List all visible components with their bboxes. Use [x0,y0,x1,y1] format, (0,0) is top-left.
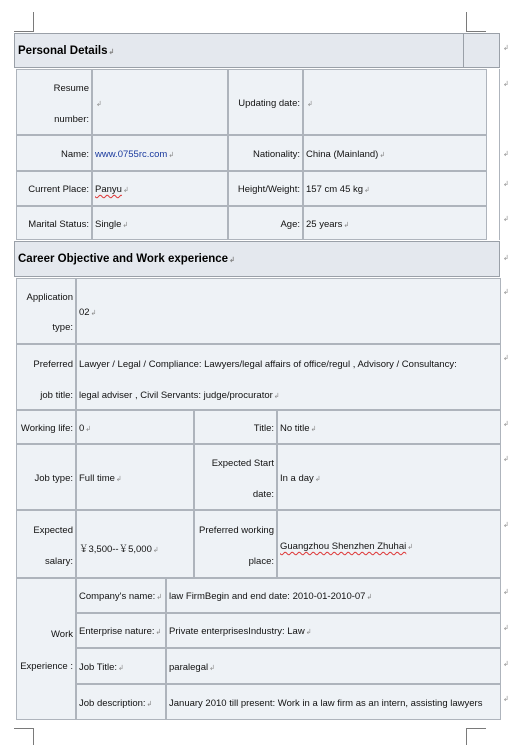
title-label-cell: Title: [194,410,277,444]
work-experience-label-cell: Work Experience : [16,578,76,720]
updating-date-label-cell: Updating date: [228,69,303,135]
preferred-place-label-cell: Preferred working place: [194,510,277,578]
crop-mark [33,728,34,745]
row-end-mark: ↲ [503,45,509,52]
nationality-label-cell: Nationality: [228,135,303,171]
expected-start-value-cell [277,444,501,510]
job-title-label-cell [76,648,166,684]
job-title-value-cell [166,648,501,684]
preferred-job-line-2: legal adviser , Civil Servants: judge/procurator↲ [79,390,280,401]
company-value: law FirmBegin and end date: 2010-01-2010-07↲ [169,591,373,602]
row-end-mark: ↲ [503,456,509,463]
resume-number-value: ↲ [96,101,102,108]
description-label-cell [76,684,166,720]
photo-column-border [499,69,500,240]
application-type-value: 02↲ [79,307,97,318]
company-value-cell [166,578,501,613]
row-end-mark: ↲ [503,589,509,596]
nationality-value: China (Mainland)↲ [306,149,386,160]
application-type-label-cell: Application type: [16,278,76,344]
title-value-cell [277,410,501,444]
job-type-value: Full time↲ [79,473,122,484]
section-title: Personal Details↲ [18,45,115,57]
expected-salary-value-cell [76,510,194,578]
crop-mark [466,31,486,32]
crop-mark [14,728,34,729]
nature-label: Enterprise nature:↲ [79,626,162,637]
application-type-value-cell [76,278,501,344]
nature-label-cell [76,613,166,648]
preferred-job-label-cell: Preferred job title: [16,344,76,410]
row-end-mark: ↲ [503,421,509,428]
age-value-cell [303,206,487,240]
expected-start-label-cell: Expected Start date: [194,444,277,510]
job-type-label-cell: Job type: [16,444,76,510]
description-value: January 2010 till present: Work in a law firm as an intern, assisting lawyers [169,698,483,709]
preferred-place-value-cell [277,510,501,578]
name-value-cell [92,135,228,171]
working-life-value: 0↲ [79,423,92,434]
row-end-mark: ↲ [503,522,509,529]
name-value[interactable]: www.0755rc.com↲ [95,149,175,160]
personal-details-header [14,33,500,68]
age-label-cell: Age: [228,206,303,240]
nature-value: Private enterprisesIndustry: Law↲ [169,626,312,637]
section-title: Career Objective and Work experience↲ [18,253,235,265]
current-place-label-cell: Current Place: [16,171,92,206]
age-value: 25 years↲ [306,219,350,230]
expected-start-value: In a day↲ [280,473,321,484]
marital-label-cell: Marital Status: [16,206,92,240]
marital-value-cell [92,206,228,240]
current-place-value-cell [92,171,228,206]
nationality-value-cell [303,135,487,171]
updating-date-value: ↲ [307,101,313,108]
row-end-mark: ↲ [503,151,509,158]
height-weight-value: 157 cm 45 kg↲ [306,184,370,195]
description-label: Job description:↲ [79,698,153,709]
row-end-mark: ↲ [503,661,509,668]
row-end-mark: ↲ [503,696,509,703]
preferred-place-value: Guangzhou Shenzhen Zhuhai↲ [280,541,414,552]
crop-mark [466,728,486,729]
height-weight-value-cell [303,171,487,206]
row-end-mark: ↲ [503,255,509,262]
resume-number-label-cell: Resume number: [16,69,92,135]
description-value-cell [166,684,501,720]
nature-value-cell [166,613,501,648]
job-title-value: paralegal↲ [169,662,215,673]
expected-salary-label-cell: Expected salary: [16,510,76,578]
resume-number-value-cell [92,69,228,135]
working-life-value-cell [76,410,194,444]
row-end-mark: ↲ [503,289,509,296]
row-end-mark: ↲ [503,81,509,88]
row-end-mark: ↲ [503,216,509,223]
career-objective-header [14,241,500,277]
current-place-value: Panyu↲ [95,184,129,195]
crop-mark [14,31,34,32]
height-weight-label-cell: Height/Weight: [228,171,303,206]
working-life-label-cell: Working life: [16,410,76,444]
preferred-job-line-1: Lawyer / Legal / Compliance: Lawyers/legal affairs of office/regul , Advisory / Consultancy: [79,359,457,370]
crop-mark [466,728,467,745]
title-value: No title↲ [280,423,317,434]
company-label: Company's name:↲ [79,591,163,602]
crop-mark [33,12,34,32]
company-label-cell [76,578,166,613]
row-end-mark: ↲ [503,181,509,188]
job-title-label: Job Title:↲ [79,662,124,673]
job-type-value-cell [76,444,194,510]
row-end-mark: ↲ [503,355,509,362]
row-end-mark: ↲ [503,625,509,632]
marital-value: Single↲ [95,219,129,230]
name-label-cell: Name: [16,135,92,171]
expected-salary-value: ￥3,500--￥5,000↲ [79,544,159,555]
crop-mark [466,12,467,32]
preferred-job-value-cell [76,344,501,410]
updating-date-value-cell [303,69,487,135]
